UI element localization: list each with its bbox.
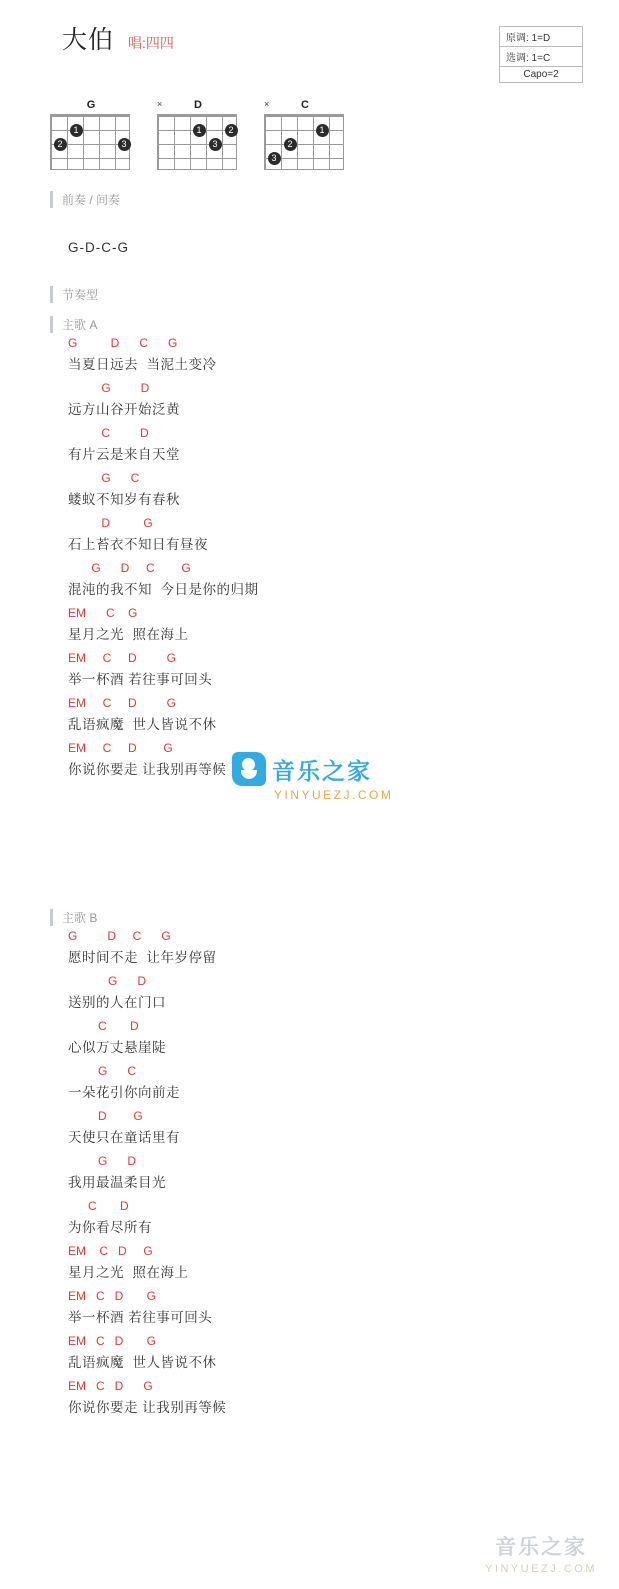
page-title: 大伯: [62, 26, 115, 54]
lyric-line: 远方山谷开始泛黄: [68, 402, 180, 417]
chord-line: C D: [68, 1019, 139, 1033]
title-row: [62, 28, 174, 53]
watermark-corner: [485, 1531, 597, 1575]
fretboard-grid: [50, 114, 130, 170]
chord-line: G D: [68, 974, 147, 988]
lyric-line: 有片云是来自天堂: [68, 447, 180, 462]
finger-dot: 1: [316, 124, 329, 137]
section-heading-rhythm: 节奏型: [50, 286, 98, 303]
lyric-line: 你说你要走 让我别再等候: [68, 762, 227, 777]
chord-line: G D C G: [68, 929, 171, 943]
finger-dot: 2: [54, 138, 67, 151]
chord-line: EM C D G: [68, 1334, 157, 1348]
key-info-box: [499, 26, 583, 83]
chord-name: G: [86, 99, 96, 111]
chord-line: D G: [68, 1109, 143, 1123]
chord-line: EM C G: [68, 606, 138, 620]
section-heading-verse-b: 主歌 B: [50, 909, 97, 926]
singer-name: 四四: [145, 35, 174, 51]
lyric-line: 举一杯酒 若往事可回头: [68, 1310, 213, 1325]
finger-dot: 3: [268, 152, 281, 165]
lyric-line: 星月之光 照在海上: [68, 627, 189, 642]
capo: Capo=2: [523, 69, 559, 80]
chord-line: G C: [68, 471, 140, 485]
intro-progression: G-D-C-G: [68, 240, 129, 255]
finger-dot: 2: [225, 124, 238, 137]
muted-string-markers: [264, 98, 346, 112]
lyric-line: 我用最温柔目光: [68, 1175, 166, 1190]
finger-dot: 3: [118, 138, 131, 151]
chord-diagram-g: [50, 98, 132, 170]
chord-line: EM C D G: [68, 1289, 157, 1303]
chord-line: D G: [68, 516, 153, 530]
original-key: 原调: 1=D: [500, 27, 582, 47]
lyric-line: 蝼蚁不知岁有春秋: [68, 492, 180, 507]
lyric-line: 天使只在童话里有: [68, 1130, 180, 1145]
lyric-line: 一朵花引你向前走: [68, 1085, 180, 1100]
lyric-line: 星月之光 照在海上: [68, 1265, 189, 1280]
chord-line: EM C D G: [68, 741, 173, 755]
mute-x-icon: ×: [264, 99, 270, 109]
singer-credit: [128, 36, 174, 53]
fretboard-grid: [264, 114, 344, 170]
chord-line: EM C D G: [68, 696, 177, 710]
section-heading-verse-a: 主歌 A: [50, 316, 97, 333]
finger-dot: 2: [284, 138, 297, 151]
chord-line: G D: [68, 381, 150, 395]
lyric-line: 石上苔衣不知日有昼夜: [68, 537, 208, 552]
chord-line: G D C G: [68, 561, 191, 575]
chord-line: G C: [68, 1064, 137, 1078]
chord-diagram-d: [157, 98, 239, 170]
chord-line: C D: [68, 1199, 129, 1213]
intro-progression-block: [68, 240, 129, 255]
chord-diagram-c: [264, 98, 346, 170]
lyric-line: 愿时间不走 让年岁停留: [68, 950, 217, 965]
muted-string-markers: [157, 98, 239, 112]
mute-x-icon: ×: [157, 99, 163, 109]
verse-a-block: [68, 336, 259, 786]
chord-line: EM C D G: [68, 1379, 153, 1393]
section-heading-intro: 前奏 / 间奏: [50, 191, 120, 208]
chord-name: C: [301, 99, 309, 111]
chord-line: C D: [68, 426, 149, 440]
watermark-text-en: YINYUEZJ.COM: [485, 1563, 597, 1575]
lyric-line: 乱语疯魔 世人皆说不休: [68, 717, 217, 732]
lyric-line: 举一杯酒 若往事可回头: [68, 672, 213, 687]
chord-line: G D: [68, 1154, 137, 1168]
watermark-text-cn: 音乐之家: [495, 1536, 588, 1559]
play-key: 选调: 1=C: [500, 47, 582, 67]
chord-name: D: [194, 99, 202, 111]
chord-diagrams: [50, 98, 346, 170]
finger-dot: 1: [70, 124, 83, 137]
lyric-line: 乱语疯魔 世人皆说不休: [68, 1355, 217, 1370]
lyric-line: 送别的人在门口: [68, 995, 166, 1010]
watermark-text-en: YINYUEZJ.COM: [274, 788, 394, 802]
lyric-line: 你说你要走 让我别再等候: [68, 1400, 227, 1415]
lyric-line: 混沌的我不知 今日是你的归期: [68, 582, 259, 597]
lyric-line: 为你看尽所有: [68, 1220, 152, 1235]
chord-line: G D C G: [68, 336, 178, 350]
lyric-line: 当夏日远去 当泥土变冷: [68, 357, 217, 372]
finger-dot: 1: [193, 124, 206, 137]
verse-b-block: [68, 929, 226, 1424]
watermark-text-cn: 音乐之家: [272, 757, 372, 784]
lyric-line: 心似万丈悬崖陡: [68, 1040, 166, 1055]
chord-line: EM C D G: [68, 1244, 153, 1258]
singer-label: 唱:: [128, 35, 146, 51]
finger-dot: 3: [209, 138, 222, 151]
chord-line: EM C D G: [68, 651, 177, 665]
fretboard-grid: [157, 114, 237, 170]
